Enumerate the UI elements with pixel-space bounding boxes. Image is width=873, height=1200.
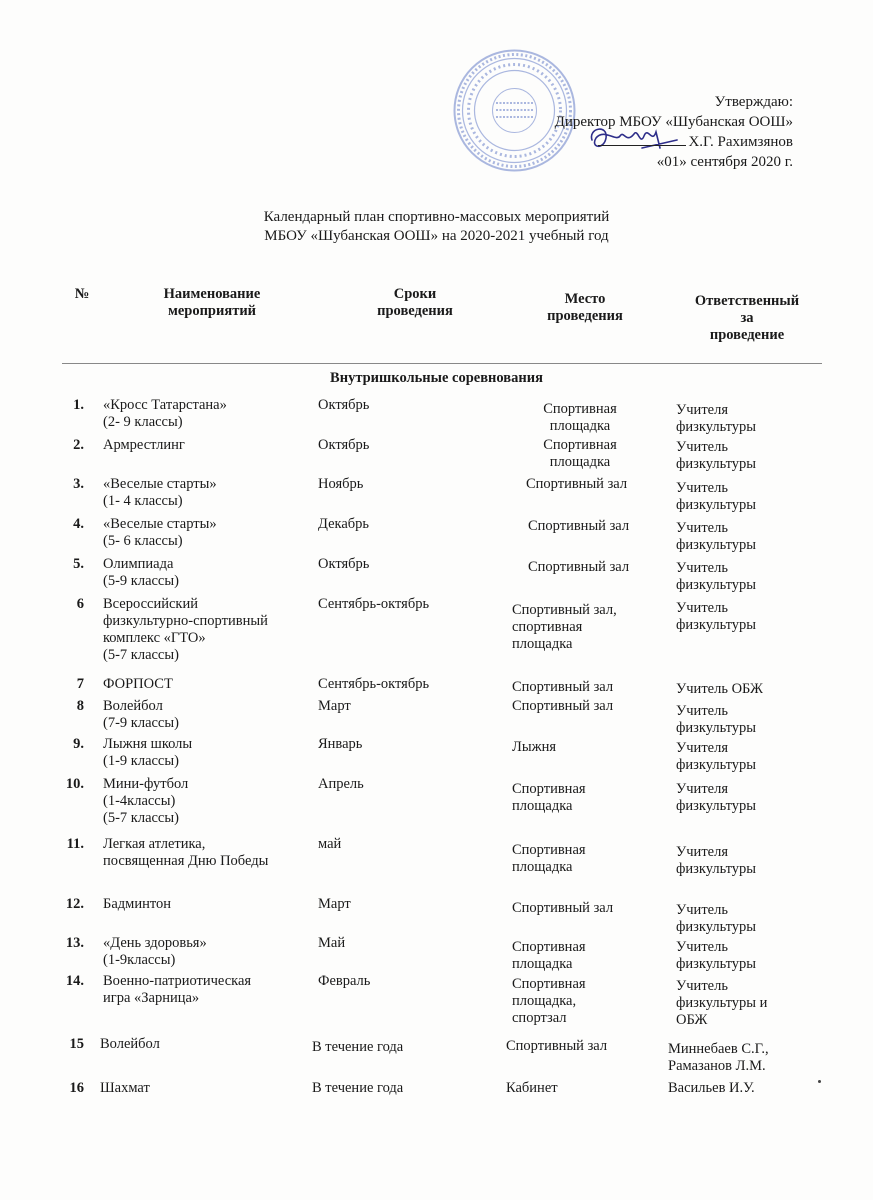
row-resp: Учитель физкультуры bbox=[676, 600, 757, 633]
table-row bbox=[0, 935, 873, 972]
header-divider bbox=[62, 363, 822, 364]
row-num: 1. bbox=[73, 397, 84, 413]
row-place: Лыжня bbox=[512, 739, 557, 755]
row-resp: Учитель физкультуры bbox=[676, 939, 757, 972]
header-date: Сроки проведения bbox=[377, 286, 453, 319]
row-date: Ноябрь bbox=[318, 476, 364, 492]
row-place: Спортивный зал bbox=[512, 900, 614, 916]
row-date: Март bbox=[318, 698, 351, 714]
header-num: № bbox=[74, 286, 90, 302]
row-place: Спортивный зал bbox=[512, 698, 614, 714]
row-name: «День здоровья» (1-9классы) bbox=[103, 935, 207, 968]
row-num: 11. bbox=[66, 836, 84, 852]
header-name: Наименование мероприятий bbox=[163, 286, 261, 319]
row-date: Май bbox=[318, 935, 346, 951]
row-name: Мини-футбол (1-4классы) (5-7 классы) bbox=[103, 776, 189, 826]
row-resp: Учителя физкультуры bbox=[676, 740, 757, 773]
signature-line bbox=[598, 133, 686, 146]
row-name: Шахмат bbox=[100, 1080, 150, 1096]
title-line-2: МБОУ «Шубанская ООШ» на 2020-2021 учебный год bbox=[264, 228, 609, 244]
table-row bbox=[0, 896, 873, 935]
header-resp: Ответственный за проведение bbox=[694, 293, 800, 343]
row-date: Октябрь bbox=[318, 437, 370, 453]
row-place: Спортивный зал bbox=[528, 559, 630, 575]
section-title: Внутришкольные соревнования bbox=[330, 370, 543, 386]
row-name: Волейбол bbox=[100, 1036, 160, 1052]
row-resp: Учитель физкультуры bbox=[676, 480, 757, 513]
approval-line-4: «01» сентября 2020 г. bbox=[656, 154, 793, 170]
row-num: 5. bbox=[73, 556, 84, 572]
row-date: Апрель bbox=[318, 776, 364, 792]
approval-block bbox=[555, 92, 793, 172]
row-resp: Учитель физкультуры и ОБЖ bbox=[676, 978, 768, 1028]
row-place: Кабинет bbox=[506, 1080, 558, 1096]
title-line-1: Календарный план спортивно-массовых мероприятий bbox=[263, 209, 610, 225]
row-date: В течение года bbox=[312, 1039, 404, 1055]
row-resp: Учителя физкультуры bbox=[676, 781, 757, 814]
row-resp: Учителя физкультуры bbox=[676, 844, 757, 877]
row-place: Спортивная площадка bbox=[543, 401, 617, 434]
row-name: ФОРПОСТ bbox=[103, 676, 173, 692]
row-name: «Веселые старты» (5- 6 классы) bbox=[103, 516, 217, 549]
row-date: Сентябрь-октябрь bbox=[318, 596, 430, 612]
table-row bbox=[0, 676, 873, 697]
row-date: Октябрь bbox=[318, 556, 370, 572]
header-place: Место проведения bbox=[547, 291, 623, 324]
row-num: 15 bbox=[69, 1036, 84, 1052]
row-date: Декабрь bbox=[318, 516, 370, 532]
table-row bbox=[0, 1036, 873, 1074]
row-num: 9. bbox=[73, 736, 84, 752]
table-row bbox=[0, 397, 873, 435]
table-row bbox=[0, 437, 873, 472]
table-row bbox=[0, 836, 873, 877]
row-resp: Учитель физкультуры bbox=[676, 560, 757, 593]
row-name: «Веселые старты» (1- 4 классы) bbox=[103, 476, 217, 509]
table-row bbox=[0, 1080, 873, 1096]
row-date: В течение года bbox=[312, 1080, 404, 1096]
table-row bbox=[0, 596, 873, 663]
row-num: 4. bbox=[73, 516, 84, 532]
row-num: 10. bbox=[65, 776, 84, 792]
row-resp: Учитель ОБЖ bbox=[676, 681, 763, 697]
row-num: 16 bbox=[69, 1080, 84, 1096]
row-num: 6 bbox=[76, 596, 84, 612]
row-num: 8 bbox=[76, 698, 84, 714]
row-place: Спортивная площадка bbox=[512, 939, 586, 972]
row-resp: Учитель физкультуры bbox=[676, 439, 757, 472]
row-place: Спортивная площадка, спортзал bbox=[512, 976, 586, 1026]
director-name: Х.Г. Рахимзянов bbox=[688, 134, 793, 150]
table-row bbox=[0, 556, 873, 593]
row-date: май bbox=[318, 836, 342, 852]
approval-line-2: Директор МБОУ «Шубанская ООШ» bbox=[554, 114, 793, 130]
table-row bbox=[0, 698, 873, 736]
row-num: 13. bbox=[65, 935, 84, 951]
row-num: 12. bbox=[65, 896, 84, 912]
row-resp: Учитель физкультуры bbox=[676, 902, 757, 935]
row-num: 14. bbox=[65, 973, 84, 989]
row-place: Спортивный зал bbox=[506, 1038, 608, 1054]
row-place: Спортивный зал, спортивная площадка bbox=[512, 602, 617, 652]
table-row bbox=[0, 476, 873, 513]
table-row bbox=[0, 776, 873, 826]
row-date: Март bbox=[318, 896, 351, 912]
row-resp: Учитель физкультуры bbox=[676, 703, 757, 736]
row-place: Спортивный зал bbox=[528, 518, 630, 534]
scan-speck bbox=[818, 1080, 821, 1083]
row-resp: Миннебаев С.Г., Рамазанов Л.М. bbox=[668, 1041, 769, 1074]
row-name: Лыжня школы (1-9 классы) bbox=[103, 736, 193, 769]
row-num: 3. bbox=[73, 476, 84, 492]
row-place: Спортивная площадка bbox=[512, 842, 586, 875]
row-resp: Учитель физкультуры bbox=[676, 520, 757, 553]
table-row bbox=[0, 516, 873, 553]
row-name: Олимпиада (5-9 классы) bbox=[103, 556, 179, 589]
table-row bbox=[0, 736, 873, 773]
row-name: Армрестлинг bbox=[103, 437, 185, 453]
row-name: Всероссийский физкультурно-спортивный комплекс «ГТО» (5-7 классы) bbox=[103, 596, 268, 663]
row-place: Спортивный зал bbox=[526, 476, 628, 492]
document-title bbox=[0, 208, 873, 246]
row-name: Бадминтон bbox=[103, 896, 171, 912]
row-resp: Учителя физкультуры bbox=[676, 402, 757, 435]
row-num: 7 bbox=[76, 676, 84, 692]
table-row bbox=[0, 973, 873, 1028]
approval-line-3 bbox=[555, 132, 793, 152]
row-name: Волейбол (7-9 классы) bbox=[103, 698, 179, 731]
row-name: Военно-патриотическая игра «Зарница» bbox=[103, 973, 252, 1006]
row-resp: Васильев И.У. bbox=[668, 1080, 755, 1096]
row-place: Спортивная площадка bbox=[512, 781, 586, 814]
approval-line-1: Утверждаю: bbox=[714, 94, 793, 110]
row-date: Январь bbox=[318, 736, 363, 752]
row-date: Октябрь bbox=[318, 397, 370, 413]
row-date: Сентябрь-октябрь bbox=[318, 676, 430, 692]
row-num: 2. bbox=[73, 437, 84, 453]
row-name: «Кросс Татарстана» (2- 9 классы) bbox=[103, 397, 227, 430]
row-name: Легкая атлетика, посвященная Дню Победы bbox=[103, 836, 269, 869]
row-place: Спортивная площадка bbox=[543, 437, 617, 470]
row-date: Февраль bbox=[318, 973, 371, 989]
row-place: Спортивный зал bbox=[512, 679, 614, 695]
